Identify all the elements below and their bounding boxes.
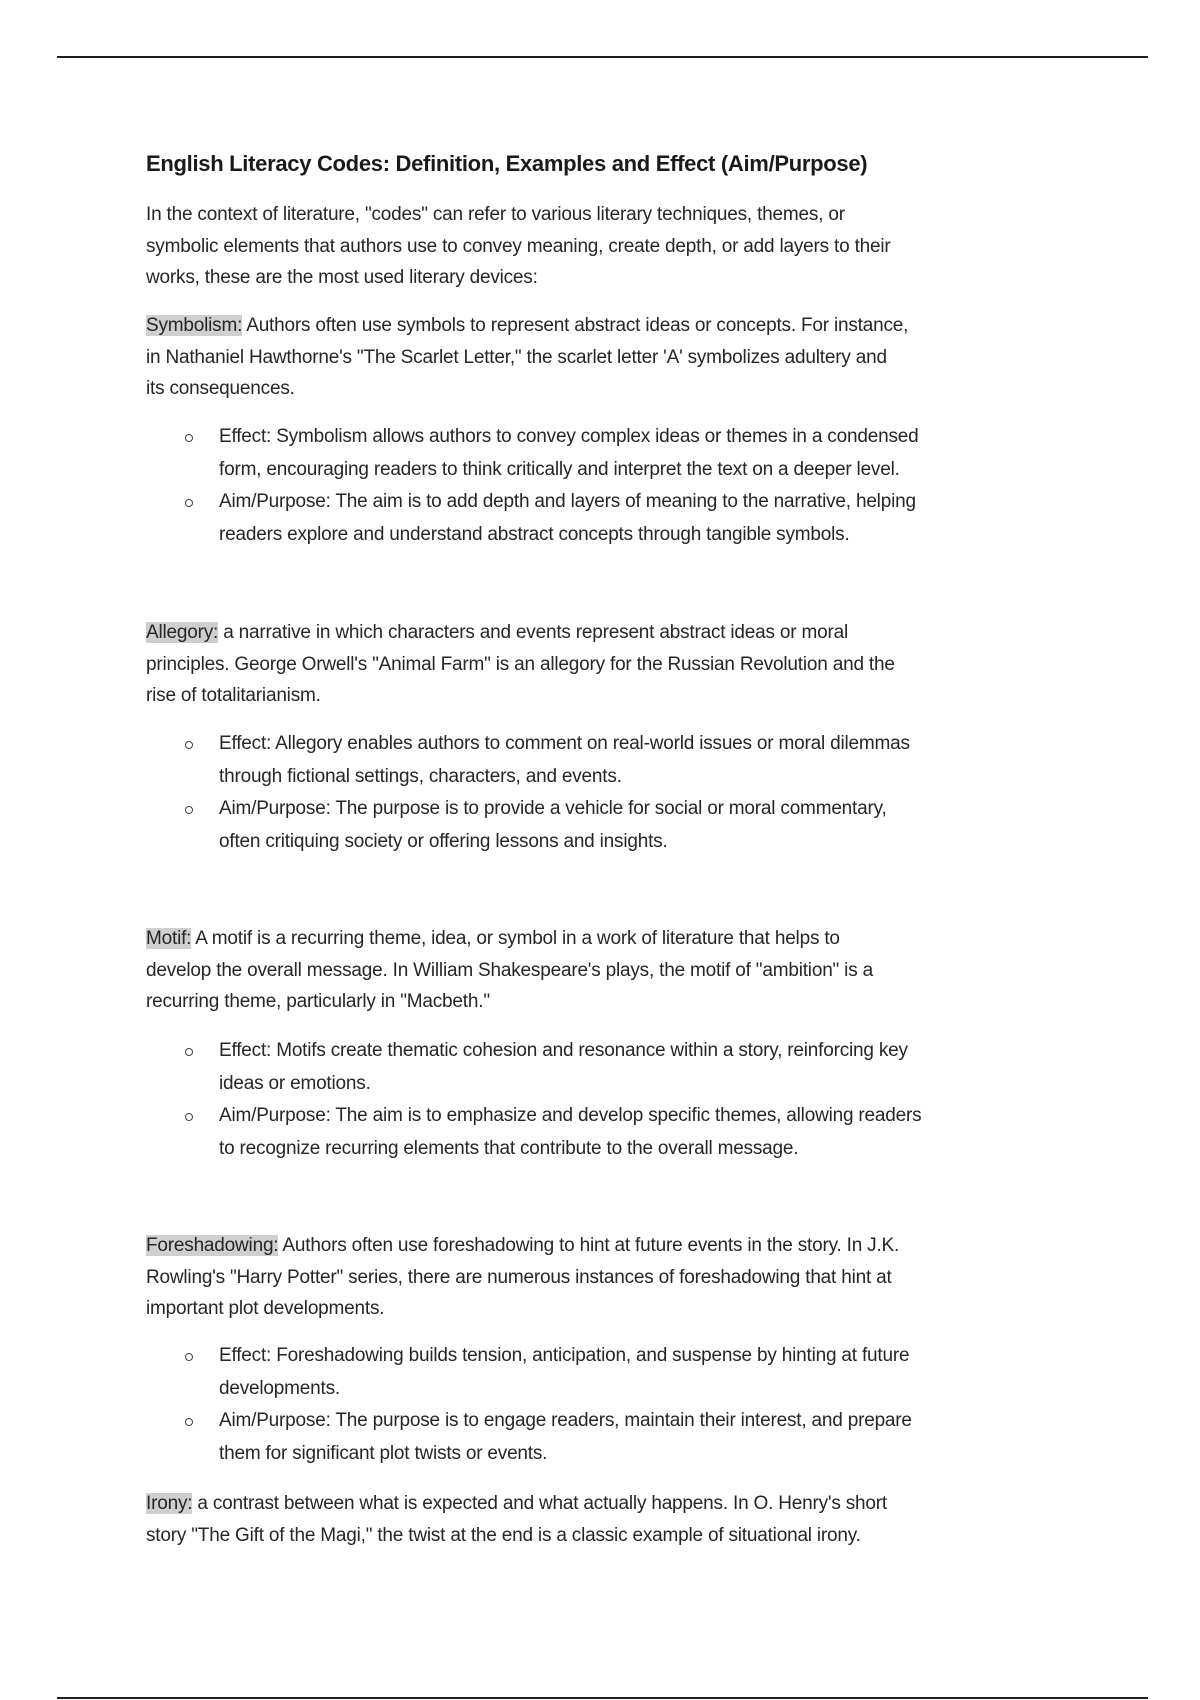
page-title: English Literacy Codes: Definition, Examples and Effect (Aim/Purpose) [146,151,868,176]
definition-text: Authors often use foreshadowing to hint at future events in the story. In J.K. [278,1235,900,1256]
definition-text: a narrative in which characters and events represent abstract ideas or moral [218,622,848,643]
term-label: Motif: [146,928,192,949]
bullet-list [190,421,918,551]
term-label: Symbolism: [146,315,243,336]
circle-bullet-icon [185,434,193,442]
intro-paragraph [146,199,891,294]
definition-line: develop the overall message. In William Shakespeare's plays, the motif of "ambition" is a [146,959,873,981]
term-label: Irony: [146,1493,193,1514]
bullet-line: readers explore and understand abstract concepts through tangible symbols. [219,523,850,545]
definition-text: a contrast between what is expected and what actually happens. In O. Henry's short [192,1493,887,1514]
bullet-line: Effect: Symbolism allows authors to convey complex ideas or themes in a condensed [219,426,919,447]
bullet-line: developments. [219,1377,340,1399]
bullet-item [190,728,910,793]
definition-line [146,1230,899,1262]
bullet-item [190,1340,912,1405]
bullet-line: Aim/Purpose: The purpose is to provide a vehicle for social or moral commentary, [219,798,887,819]
bullet-list [190,1340,912,1470]
definition-paragraph [146,1230,899,1325]
definition-line: its consequences. [146,378,295,399]
term-label: Foreshadowing: [146,1235,279,1256]
definition-paragraph [146,923,873,1018]
circle-bullet-icon [185,499,193,507]
definition-line [146,310,908,342]
circle-bullet-icon [185,806,193,814]
header-rule [57,56,1148,58]
circle-bullet-icon [185,1048,193,1056]
circle-bullet-icon [185,1418,193,1426]
bullet-line: Effect: Motifs create thematic cohesion and resonance within a story, reinforcing key [219,1040,908,1061]
bullet-line: form, encouraging readers to think critically and interpret the text on a deeper level. [219,458,900,480]
bullet-line: Aim/Purpose: The purpose is to engage readers, maintain their interest, and prepare [219,1410,912,1431]
bullet-item [190,793,910,858]
definition-paragraph [146,617,895,712]
footer-rule [57,1697,1148,1699]
circle-bullet-icon [185,1113,193,1121]
definition-text: Authors often use symbols to represent abstract ideas or concepts. For instance, [242,315,909,336]
bullet-line: to recognize recurring elements that contribute to the overall message. [219,1137,799,1159]
bullet-item [190,1100,921,1165]
definition-line: in Nathaniel Hawthorne's "The Scarlet Letter," the scarlet letter 'A' symbolizes adultery and [146,346,887,368]
definition-line: important plot developments. [146,1298,385,1319]
bullet-line: Effect: Allegory enables authors to comment on real-world issues or moral dilemmas [219,733,910,754]
intro-line: In the context of literature, "codes" can refer to various literary techniques, themes, or [146,204,845,225]
bullet-line: ideas or emotions. [219,1072,371,1094]
definition-line [146,923,873,955]
bullet-line: Aim/Purpose: The aim is to add depth and layers of meaning to the narrative, helping [219,491,916,512]
intro-line: symbolic elements that authors use to convey meaning, create depth, or add layers to their [146,235,891,257]
definition-line: principles. George Orwell's "Animal Farm" is an allegory for the Russian Revolution and the [146,653,895,675]
bullet-item [190,1405,912,1470]
intro-line: works, these are the most used literary devices: [146,267,538,288]
definition-line [146,617,895,649]
bullet-line: Aim/Purpose: The aim is to emphasize and develop specific themes, allowing readers [219,1105,922,1126]
bullet-item [190,486,918,551]
definition-paragraph [146,1488,887,1551]
definition-line [146,1488,887,1520]
bullet-item [190,1035,921,1100]
bullet-line: often critiquing society or offering lessons and insights. [219,830,668,852]
bullet-list [190,1035,921,1165]
bullet-list [190,728,910,858]
definition-line: Rowling's "Harry Potter" series, there are numerous instances of foreshadowing that hint at [146,1266,892,1288]
definition-text: A motif is a recurring theme, idea, or symbol in a work of literature that helps to [191,928,840,949]
bullet-item [190,421,918,486]
bullet-line: through fictional settings, characters, and events. [219,765,622,787]
circle-bullet-icon [185,741,193,749]
definition-paragraph [146,310,908,405]
term-label: Allegory: [146,622,219,643]
bullet-line: Effect: Foreshadowing builds tension, anticipation, and suspense by hinting at future [219,1345,910,1366]
definition-line: story "The Gift of the Magi," the twist at the end is a classic example of situational irony. [146,1524,861,1546]
definition-line: rise of totalitarianism. [146,685,321,706]
circle-bullet-icon [185,1353,193,1361]
bullet-line: them for significant plot twists or events. [219,1442,548,1464]
definition-line: recurring theme, particularly in "Macbeth." [146,991,490,1012]
